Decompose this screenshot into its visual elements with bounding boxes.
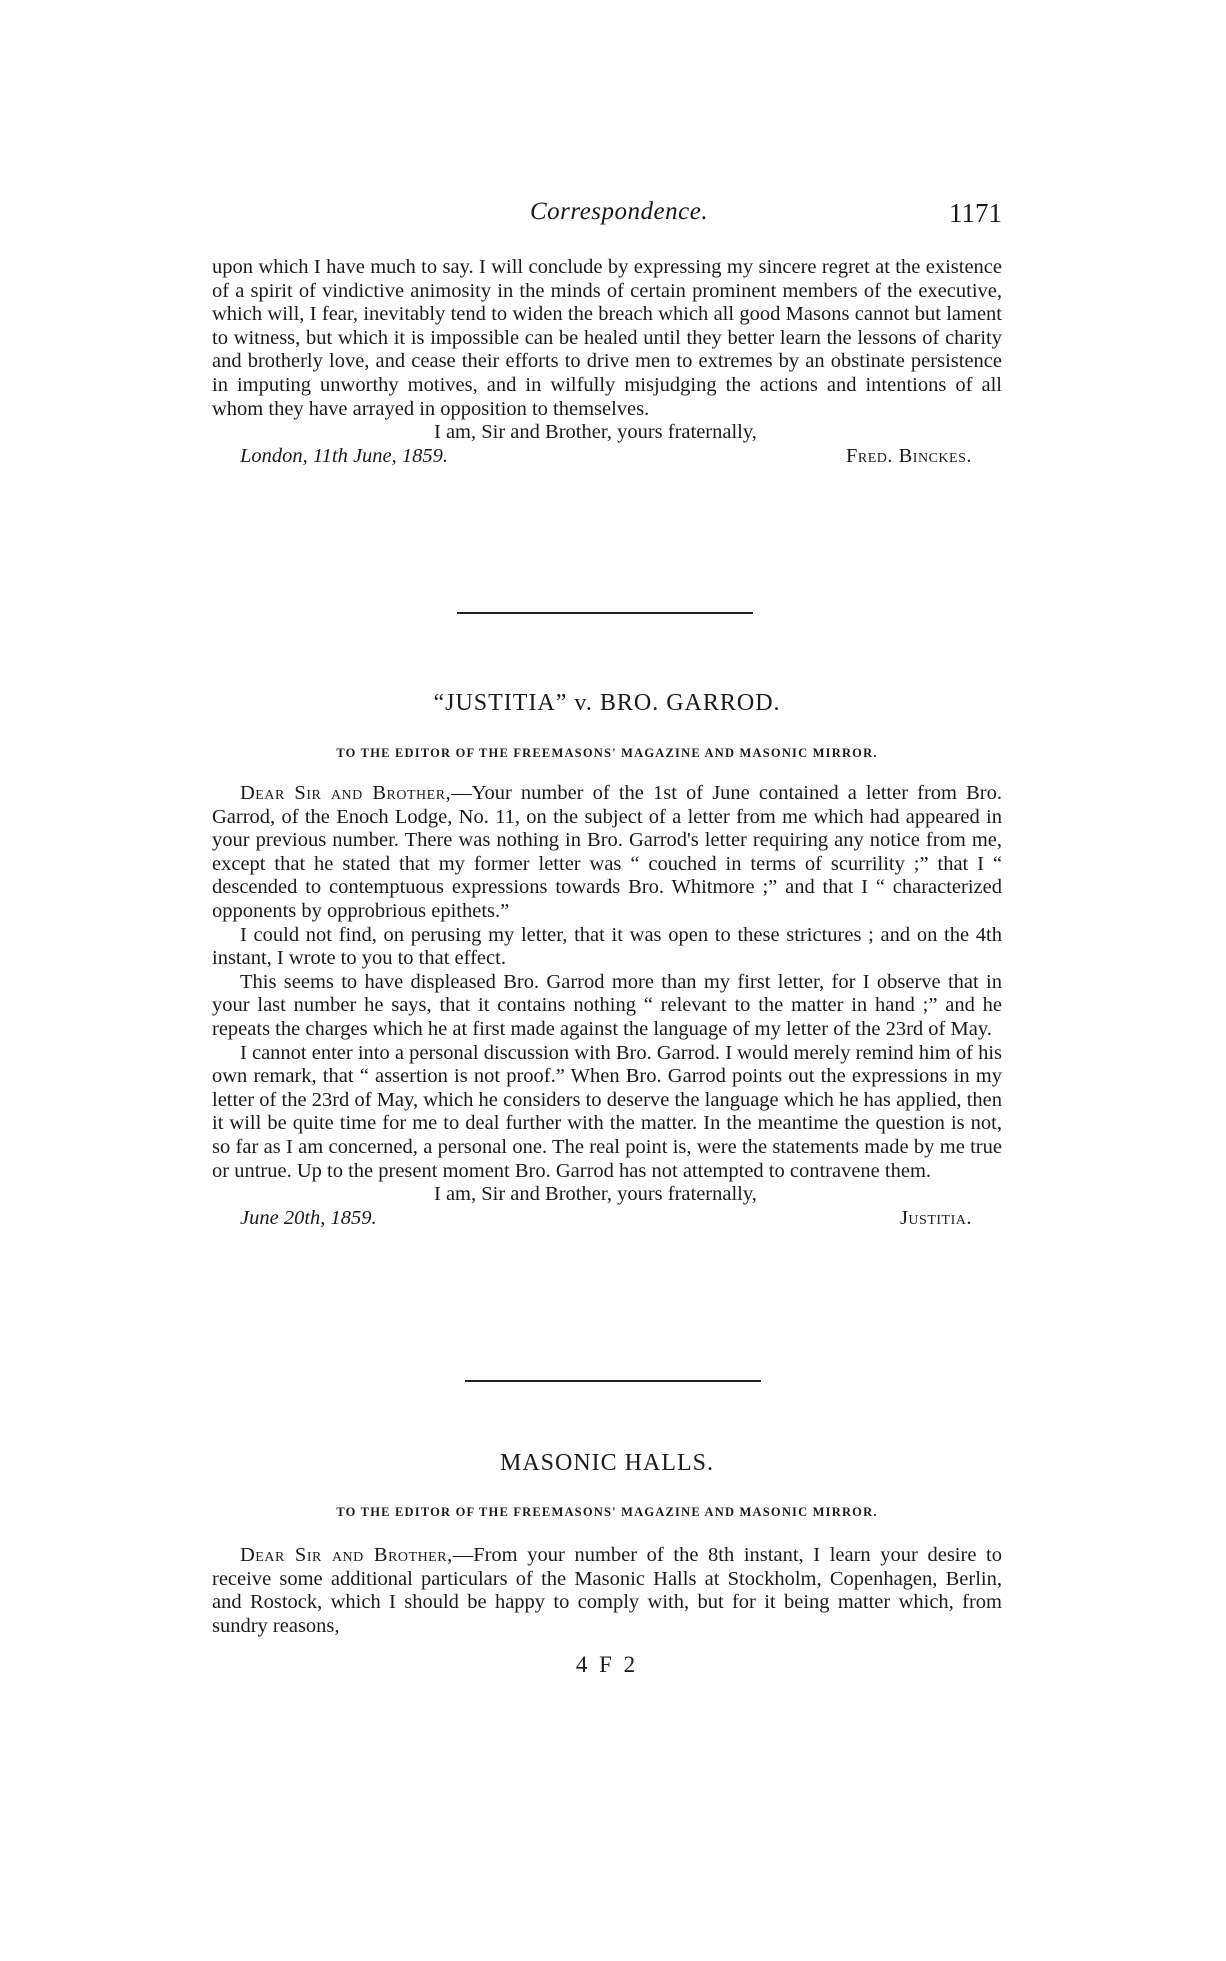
letter-binckes-place-date: London, 11th June, 1859. <box>240 444 449 467</box>
letter-justitia-date: June 20th, 1859. <box>240 1206 377 1229</box>
letter-masonic-halls-body: Dear Sir and Brother,—From your number of the 8th instant, I learn your desire to receive some additional particulars of the Masonic Halls at Stockholm, Copenhagen, Berlin, and Rostock, which I should be happy to comply with, but for it being matter which, from sundry reasons, <box>212 1544 1002 1637</box>
letter-binckes-signoff: I am, Sir and Brother, yours fraternally, <box>434 421 757 444</box>
section-divider <box>457 612 753 614</box>
letter-justitia-para-4: I cannot enter into a personal discussion with Bro. Garrod. I would merely remind him of his own remark, that “ assertion is not proof.” When Bro. Garrod points out the expressions in my letter of the 23rd of May, which he considers to deserve the language which he has applied, then it will be quite time for me to deal further with the matter. In the meantime the question is not, so far as I am concerned, a personal one. The real point is, were the statements made by me true or untrue. Up to the present moment Bro. Garrod has not attempted to contravene them. <box>212 1041 1002 1182</box>
letter-justitia <box>212 782 1002 1233</box>
letter-justitia-para-3: This seems to have displeased Bro. Garrod more than my first letter, for I observe that in your last number he says, that it contains nothing “ relevant to the matter in hand ;” and he repeats the charges which he at first made against the language of my letter of the 23rd of May. <box>212 970 1002 1040</box>
letter-justitia-para-2: I could not find, on perusing my letter, that it was open to these strictures ; and on the 4th instant, I wrote to you to that effect. <box>212 923 1002 970</box>
running-head-title: Correspondence. <box>530 198 709 225</box>
salutation: Dear Sir and Brother, <box>240 1544 453 1566</box>
signature-mark: 4 F 2 <box>575 1652 639 1677</box>
letter-binckes-dateline <box>212 445 1002 471</box>
letter-justitia-signature: Justitia. <box>899 1206 972 1229</box>
salutation: Dear Sir and Brother, <box>240 782 452 804</box>
section-divider <box>465 1380 761 1382</box>
letter-justitia-signoff: I am, Sir and Brother, yours fraternally, <box>434 1183 757 1206</box>
section-title-justitia: “JUSTITIA” v. BRO. GARROD. <box>433 690 781 716</box>
page-number: 1171 <box>949 198 1002 228</box>
letter-binckes-body: upon which I have much to say. I will conclude by expressing my sincere regret at the existence of a spirit of vindictive animosity in the minds of certain prominent members of the executive, which will, I fear, inevitably tend to widen the breach which all good Masons cannot but lament to witness, but which it is impossible can be healed until they better learn the lessons of charity and brotherly love, and cease their efforts to drive men to extremes by an obstinate persistence in imputing unworthy motives, and in wilfully misjudging the actions and intentions of all whom they have arrayed in opposition to themselves. <box>212 256 1002 420</box>
letter-binckes-signature: Fred. Binckes. <box>845 444 972 467</box>
section-addressee-justitia: TO THE EDITOR OF THE FREEMASONS' MAGAZINE AND MASONIC MIRROR. <box>336 746 878 760</box>
section-addressee-masonic-halls: TO THE EDITOR OF THE FREEMASONS' MAGAZINE AND MASONIC MIRROR. <box>336 1505 878 1519</box>
letter-binckes <box>212 256 1002 471</box>
section-title-masonic-halls: MASONIC HALLS. <box>499 1450 714 1476</box>
letter-justitia-dateline <box>212 1207 1002 1233</box>
letter-masonic-halls <box>212 1544 1002 1638</box>
letter-justitia-para-1: Dear Sir and Brother,—Your number of the 1st of June contained a letter from Bro. Garrod, of the Enoch Lodge, No. 11, on the subject of a letter from me which had appeared in your previous number. There was nothing in Bro. Garrod's letter requiring any notice from me, except that he stated that my former letter was “ couched in terms of scurrility ;” that I “ descended to contemptuous expressions towards Bro. Whitmore ;” and that I “ characterized opponents by opprobrious epithets.” <box>212 782 1002 922</box>
running-head <box>212 198 1002 238</box>
